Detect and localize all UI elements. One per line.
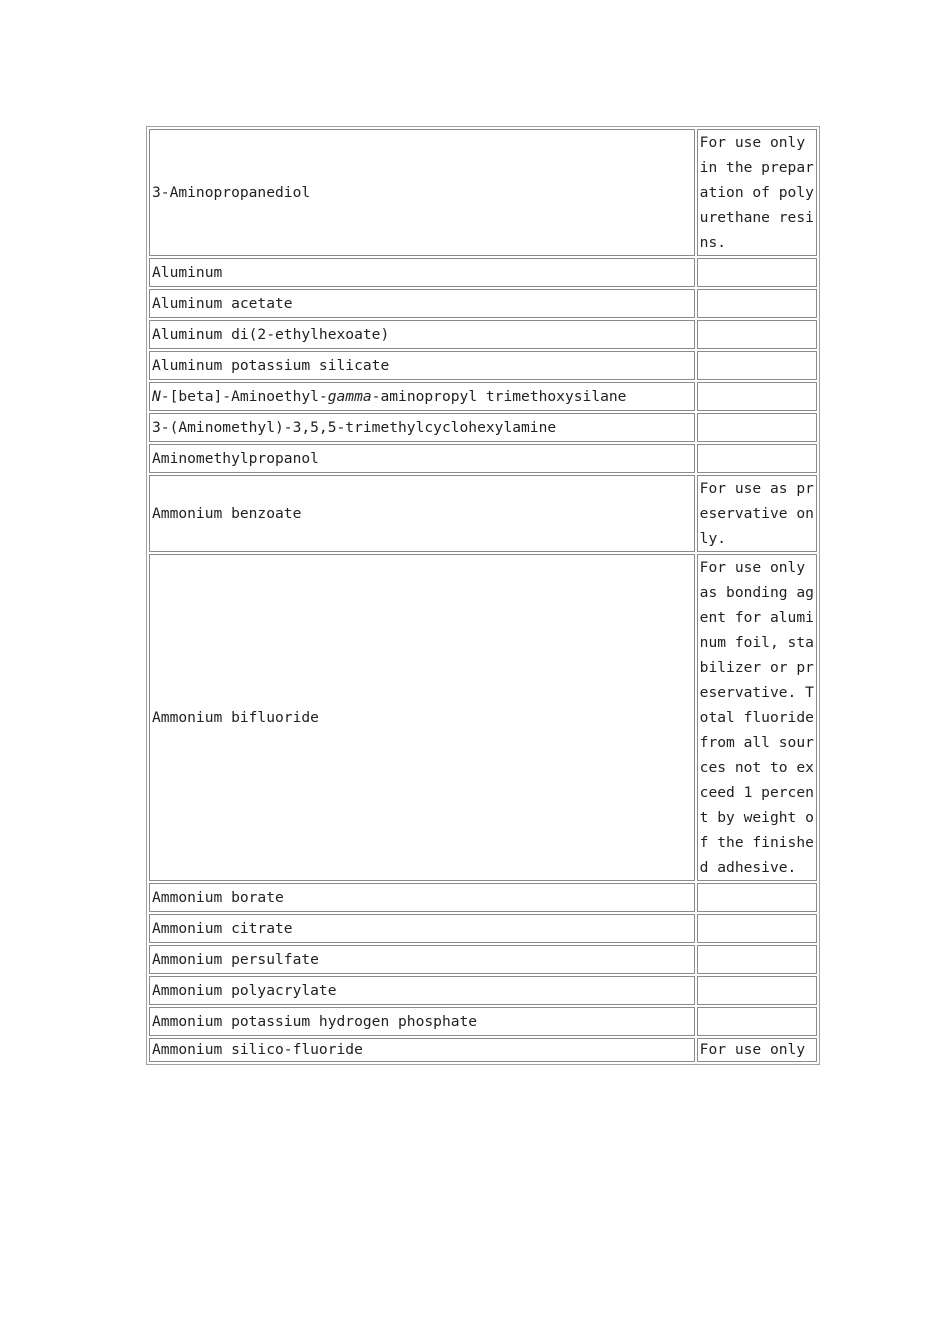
substance-name: Ammonium persulfate	[149, 945, 695, 974]
substance-limitation	[697, 289, 817, 318]
substance-name: Ammonium citrate	[149, 914, 695, 943]
substance-name: Ammonium polyacrylate	[149, 976, 695, 1005]
table-row	[149, 351, 817, 380]
substances-table	[146, 126, 820, 1065]
substance-name: Ammonium bifluoride	[149, 554, 695, 881]
substance-name-part: -aminopropyl trimethoxysilane	[371, 388, 627, 405]
substance-limitation	[697, 444, 817, 473]
substance-name: Ammonium silico-fluoride	[149, 1038, 695, 1062]
substance-name: Ammonium potassium hydrogen phosphate	[149, 1007, 695, 1036]
table-row	[149, 382, 817, 411]
table-row	[149, 914, 817, 943]
substance-name-part: gamma	[327, 388, 372, 405]
substance-name: Ammonium benzoate	[149, 475, 695, 552]
substance-limitation: For use only	[697, 1038, 817, 1062]
table-row	[149, 475, 817, 552]
substance-name	[149, 382, 695, 411]
substance-name: 3-(Aminomethyl)-3,5,5-trimethylcyclohexylamine	[149, 413, 695, 442]
table-row	[149, 129, 817, 256]
table-row	[149, 444, 817, 473]
substance-name: 3-Aminopropanediol	[149, 129, 695, 256]
substance-limitation: For use as preservative only.	[697, 475, 817, 552]
table-row	[149, 1038, 817, 1062]
substance-limitation: For use only as bonding agent for aluminum foil, stabilizer or preservative. Total fluoride from all sources not to exceed 1 percent by weight of the finished adhesive.	[697, 554, 817, 881]
table-row	[149, 1007, 817, 1036]
table-row	[149, 883, 817, 912]
table-row	[149, 413, 817, 442]
table-row	[149, 320, 817, 349]
substance-limitation	[697, 351, 817, 380]
substance-name-part: -[beta]-Aminoethyl-	[160, 388, 328, 405]
substance-limitation	[697, 1007, 817, 1036]
substance-limitation	[697, 976, 817, 1005]
substance-name: Aluminum potassium silicate	[149, 351, 695, 380]
substance-name: Ammonium borate	[149, 883, 695, 912]
substance-limitation	[697, 382, 817, 411]
table-row	[149, 945, 817, 974]
substance-name-part: N	[152, 388, 161, 405]
table-row	[149, 554, 817, 881]
substance-limitation: For use only in the preparation of polyurethane resins.	[697, 129, 817, 256]
substance-limitation	[697, 320, 817, 349]
substance-limitation	[697, 258, 817, 287]
substance-name: Aluminum acetate	[149, 289, 695, 318]
substance-limitation	[697, 413, 817, 442]
substance-limitation	[697, 945, 817, 974]
substance-limitation	[697, 883, 817, 912]
table-row	[149, 976, 817, 1005]
table-row	[149, 289, 817, 318]
substance-name: Aminomethylpropanol	[149, 444, 695, 473]
substance-name: Aluminum di(2-ethylhexoate)	[149, 320, 695, 349]
table-row	[149, 258, 817, 287]
substance-name: Aluminum	[149, 258, 695, 287]
substance-limitation	[697, 914, 817, 943]
